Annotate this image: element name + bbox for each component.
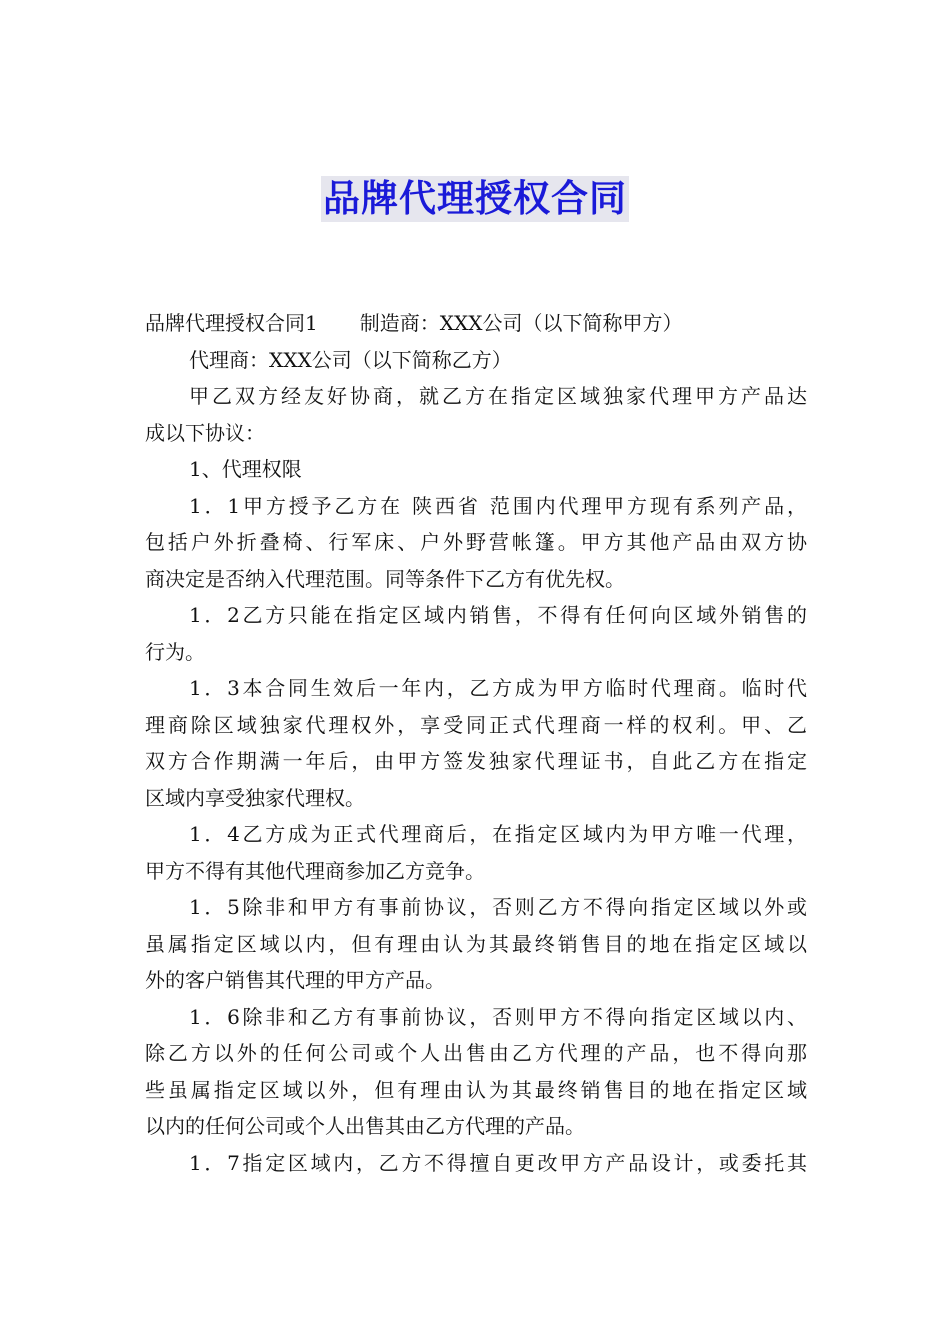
paragraph-line: 1．6除非和乙方有事前协议，否则甲方不得向指定区域以内、	[189, 1004, 807, 1029]
paragraph-line: 包括户外折叠椅、行军床、户外野营帐篷。甲方其他产品由双方协	[145, 530, 807, 554]
paragraph-line: 1．1甲方授予乙方在 陕西省 范围内代理甲方现有系列产品，	[189, 493, 807, 518]
paragraph-line: 行为。	[145, 639, 205, 664]
paragraph-line: 代理商：XXX公司（以下简称乙方）	[189, 347, 512, 372]
paragraph-line: 商决定是否纳入代理范围。同等条件下乙方有优先权。	[145, 566, 625, 591]
paragraph-line: 理商除区域独家代理权外，享受同正式代理商一样的权利。甲、乙	[145, 712, 807, 737]
paragraph-line: 外的客户销售其代理的甲方产品。	[145, 968, 445, 992]
paragraph-line: 1．7指定区域内，乙方不得擅自更改甲方产品设计，或委托其	[189, 1150, 807, 1175]
paragraph-line: 以内的任何公司或个人出售其由乙方代理的产品。	[145, 1114, 585, 1138]
paragraph-line: 虽属指定区域以内，但有理由认为其最终销售目的地在指定区域以	[145, 931, 807, 956]
intro-manufacturer: 制造商：XXX公司（以下简称甲方）	[359, 311, 683, 335]
paragraph-line: 1、代理权限	[189, 457, 302, 481]
paragraph-line: 除乙方以外的任何公司或个人出售由乙方代理的产品，也不得向那	[145, 1041, 807, 1065]
intro-line	[145, 305, 807, 342]
paragraph-line: 区域内享受独家代理权。	[145, 785, 365, 810]
paragraph-line: 甲方不得有其他代理商参加乙方竞争。	[145, 858, 485, 883]
paragraph-line: 1．5除非和甲方有事前协议，否则乙方不得向指定区域以外或	[189, 895, 807, 919]
paragraph-line: 双方合作期满一年后，由甲方签发独家代理证书，自此乙方在指定	[145, 749, 807, 773]
paragraph-line: 成以下协议：	[145, 420, 265, 445]
paragraph-line: 1．4乙方成为正式代理商后，在指定区域内为甲方唯一代理，	[189, 822, 807, 846]
paragraph-line: 1．2乙方只能在指定区域内销售，不得有任何向区域外销售的	[189, 603, 807, 627]
title-container	[0, 176, 950, 222]
paragraph-line: 甲乙双方经友好协商，就乙方在指定区域独家代理甲方产品达	[189, 384, 807, 408]
paragraph-line: 些虽属指定区域以外，但有理由认为其最终销售目的地在指定区域	[145, 1077, 807, 1102]
intro-heading: 品牌代理授权合同1	[145, 311, 318, 335]
paragraph-line: 1．3本合同生效后一年内，乙方成为甲方临时代理商。临时代	[189, 676, 807, 700]
document-body	[145, 305, 807, 1181]
document-title: 品牌代理授权合同	[323, 177, 627, 220]
